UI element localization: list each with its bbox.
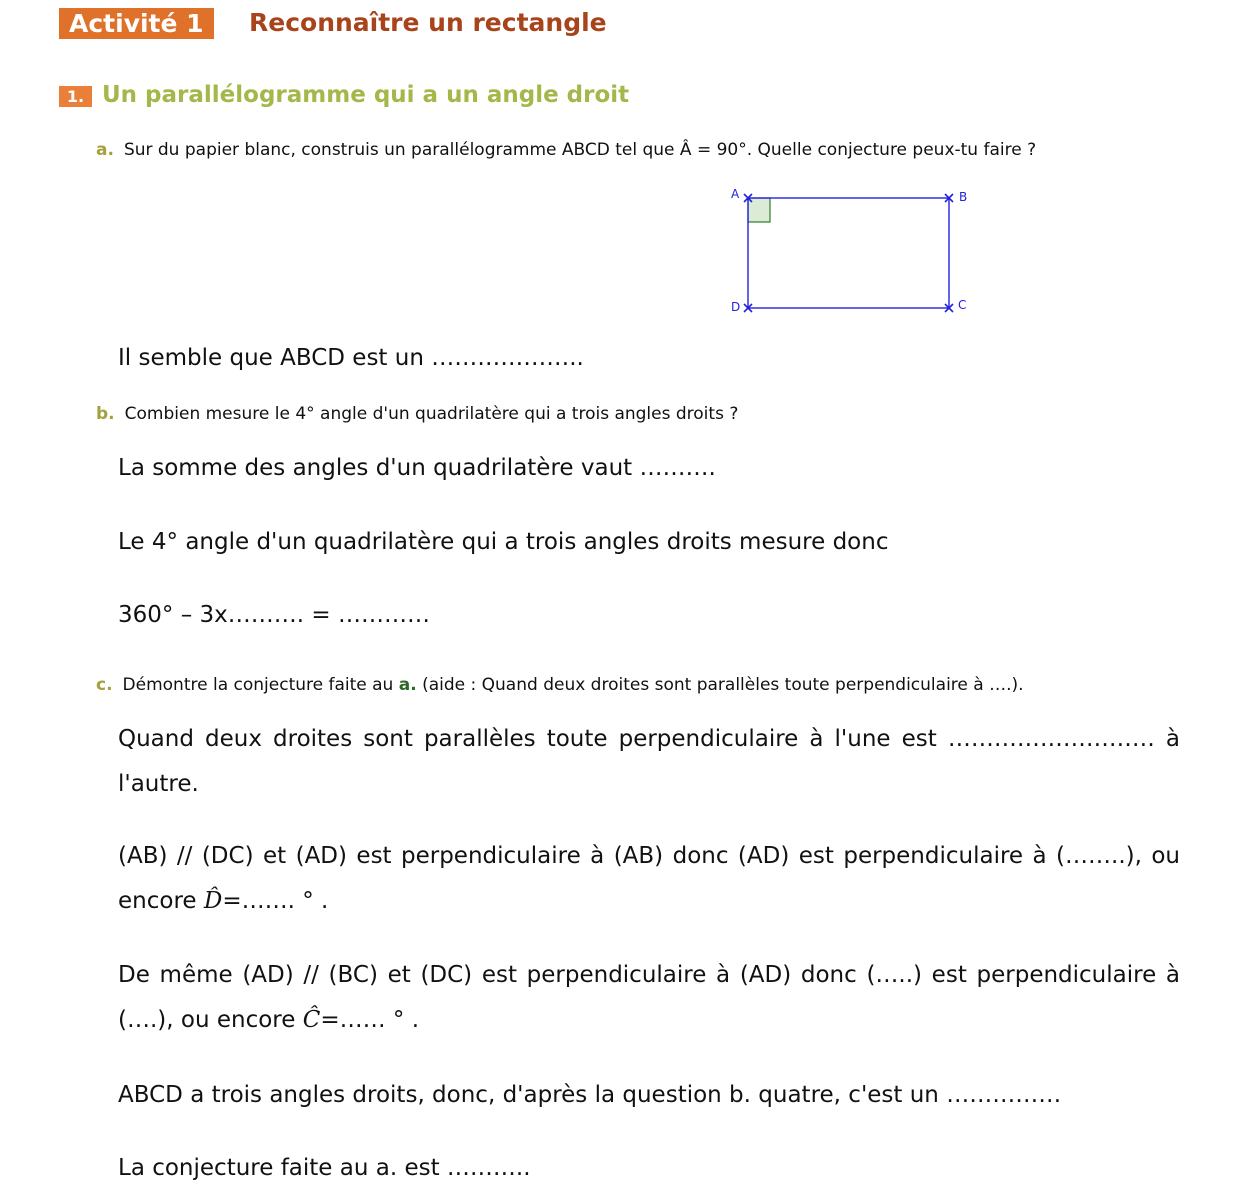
question-c-ref: a. <box>398 675 417 695</box>
section-number: 1. <box>59 86 92 107</box>
angle-c-symbol: Ĉ <box>302 1007 321 1033</box>
answer-c-p1: Quand deux droites sont parallèles toute perpendiculaire à l'une est ……………………… à l'autre. <box>118 726 1180 797</box>
angle-c-equation: =…… <box>320 1007 386 1033</box>
label-d: D <box>731 300 741 314</box>
activity-title: Reconnaître un rectangle <box>249 8 607 37</box>
question-c-letter: c. <box>96 675 113 695</box>
section-title: Un parallélogramme qui a un angle droit <box>102 82 630 108</box>
answer-c-p3-text: De même (AD) // (BC) et (DC) est perpendiculaire à (AD) donc (…..) est perpendiculaire à (….), ou encore <box>118 962 1180 1033</box>
activity-badge: Activité 1 <box>59 8 214 39</box>
angle-d-symbol: D̂ <box>203 888 223 914</box>
label-b: B <box>959 190 968 204</box>
question-b-text: Combien mesure le 4° angle d'un quadrilatère qui a trois angles droits ? <box>124 404 739 424</box>
answer-c-p5: La conjecture faite au a. est ……….. <box>118 1155 531 1181</box>
rectangle-abcd-figure <box>720 182 980 317</box>
question-b-letter: b. <box>96 404 115 424</box>
answer-c-p2-text: (AB) // (DC) et (AD) est perpendiculaire à (AB) donc (AD) est perpendiculaire à (……..), ou encore <box>118 843 1180 914</box>
question-a-text: Sur du papier blanc, construis un parallélogramme ABCD tel que Â = 90°. Quelle conjecture peux-tu faire ? <box>123 140 1037 160</box>
question-a-letter: a. <box>96 140 114 160</box>
answer-a: Il semble que ABCD est un ……………….. <box>118 345 584 371</box>
answer-c-p4: ABCD a trois angles droits, donc, d'après la question b. quatre, c'est un …………… <box>118 1082 1062 1108</box>
rectangle-outline <box>748 198 949 308</box>
angle-c-end: ° . <box>392 1007 420 1033</box>
vertex-marks <box>744 194 953 312</box>
angle-d-end: ° . <box>302 888 329 914</box>
question-c-text-before: Démontre la conjecture faite au <box>122 675 394 695</box>
answer-c-p3 <box>118 953 1180 1043</box>
answer-c-p2 <box>118 834 1180 924</box>
question-a <box>96 139 1036 161</box>
answer-b-line1: La somme des angles d'un quadrilatère vaut ………. <box>118 455 716 481</box>
answer-b-line3: 360° – 3x………. = ………… <box>118 602 430 628</box>
question-b <box>96 403 738 425</box>
angle-d-equation: =……. <box>222 888 295 914</box>
label-c: C <box>958 298 967 312</box>
answer-b-line2: Le 4° angle d'un quadrilatère qui a trois angles droits mesure donc <box>118 529 889 555</box>
label-a: A <box>731 187 740 201</box>
question-c <box>96 674 1024 696</box>
question-c-text-after: (aide : Quand deux droites sont parallèles toute perpendiculaire à ….). <box>422 675 1024 695</box>
